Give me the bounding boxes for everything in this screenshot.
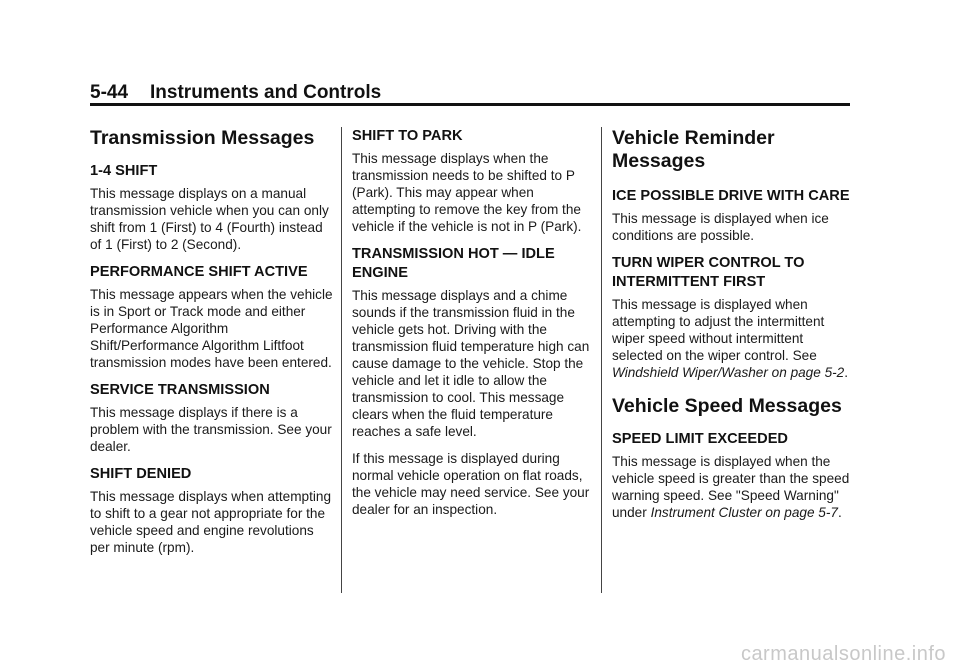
subsection-heading: SPEED LIMIT EXCEEDED [612, 431, 788, 447]
subsection-heading: TRANSMISSION HOT — IDLE ENGINE [352, 246, 555, 281]
paragraph-end: . [837, 505, 842, 520]
subsection-heading: ICE POSSIBLE DRIVE WITH CARE [612, 188, 850, 204]
header-rule [90, 103, 850, 106]
paragraph: This message is displayed when ice conditions are possible. [612, 211, 829, 243]
cross-reference-link[interactable]: Instrument Cluster on page 5-7 [650, 505, 838, 520]
paragraph: If this message is displayed during normal vehicle operation on flat roads, the vehicle may need service. See your dealer for an inspection. [352, 451, 590, 517]
subsection-heading: SHIFT TO PARK [352, 128, 463, 144]
section-title: Transmission Messages [90, 127, 315, 149]
paragraph: This message displays and a chime sounds if the transmission fluid in the vehicle gets hot. Driving with the transmission fluid temperature high can cause damage to the vehicle. Stop the vehicle and let it idle to allow the transmission to cool. This message clears when the fluid temperature reaches a safe level. [352, 288, 590, 439]
paragraph-end: . [844, 365, 849, 380]
paragraph [612, 296, 857, 381]
paragraph: This message displays on a manual transmission vehicle when you can only shift from 1 (First) to 4 (Fourth) instead of 1 (First) to 2 (Second). [90, 186, 329, 252]
column-divider [601, 127, 602, 593]
subsection-heading: 1-4 SHIFT [90, 163, 158, 179]
column-1 [90, 127, 335, 566]
paragraph: This message displays if there is a problem with the transmission. See your dealer. [90, 405, 332, 454]
chapter-title: Instruments and Controls [150, 82, 382, 103]
page-header [90, 82, 381, 104]
section-title: Vehicle Speed Messages [612, 395, 842, 417]
subsection-heading: TURN WIPER CONTROL TO INTERMITTENT FIRST [612, 255, 805, 290]
paragraph: This message appears when the vehicle is in Sport or Track mode and either Performance Algorithm Shift/Performance Algorithm Liftfoot transmission modes have been entered. [90, 287, 333, 370]
paragraph-text: This message is displayed when attempting to adjust the intermittent wiper speed without intermittent selected on the wiper control. See [612, 297, 825, 363]
paragraph: This message displays when attempting to shift to a gear not appropriate for the vehicle speed and engine revolutions per minute (rpm). [90, 489, 332, 555]
cross-reference-link[interactable]: Windshield Wiper/Washer on page 5-2 [612, 365, 845, 380]
column-divider [341, 127, 342, 593]
paragraph: This message displays when the transmission needs to be shifted to P (Park). This may appear when attempting to remove the key from the vehicle if the vehicle is not in P (Park). [352, 151, 582, 234]
paragraph [612, 453, 857, 521]
page-number: 5-44 [90, 82, 129, 103]
section-title: Vehicle Reminder Messages [612, 127, 775, 172]
subsection-heading: SHIFT DENIED [90, 466, 192, 482]
subsection-heading: SERVICE TRANSMISSION [90, 382, 270, 398]
subsection-heading: PERFORMANCE SHIFT ACTIVE [90, 264, 308, 280]
column-2 [352, 127, 592, 528]
watermark: carmanualsonline.info [740, 643, 946, 665]
column-3 [612, 127, 857, 531]
paragraph-text: This message is displayed when the vehicle speed is greater than the speed warning speed. See "Speed Warning" under [612, 454, 850, 520]
